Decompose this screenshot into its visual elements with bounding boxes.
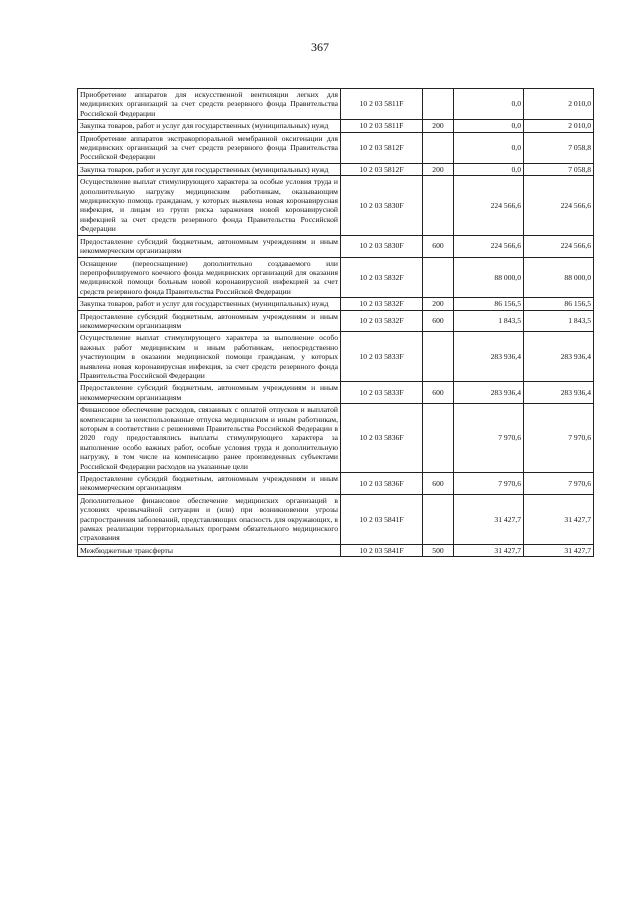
amount-year-1-cell: 0,0 xyxy=(454,89,524,120)
expense-type-cell xyxy=(423,332,454,382)
amount-year-1-cell: 86 156,5 xyxy=(454,298,524,310)
target-article-code-cell: 10 2 03 5812F xyxy=(341,132,423,163)
target-article-code-cell: 10 2 03 5833F xyxy=(341,382,423,404)
target-article-code-cell: 10 2 03 5811F xyxy=(341,120,423,132)
amount-year-2-cell: 31 427,7 xyxy=(524,494,594,544)
expense-name-cell: Закупка товаров, работ и услуг для государственных (муниципальных) нужд xyxy=(78,120,341,132)
amount-year-2-cell: 31 427,7 xyxy=(524,544,594,556)
amount-year-2-cell: 1 843,5 xyxy=(524,310,594,332)
expense-type-cell xyxy=(423,404,454,473)
budget-table-body xyxy=(78,89,594,557)
amount-year-2-cell: 283 936,4 xyxy=(524,332,594,382)
table-row xyxy=(78,176,594,235)
table-row xyxy=(78,163,594,175)
expense-name-cell: Осуществление выплат стимулирующего характера за особые условия труда и дополнительную нагрузку медицинским работникам, оказывающим медицинскую помощь гражданам, у которых выявлена новая коронавирусная инфекция, и лицам из групп риска заражения новой коронавирусной инфекцией за счет средств резервного фонда Правительства Российской Федерации xyxy=(78,176,341,235)
amount-year-1-cell: 88 000,0 xyxy=(454,257,524,298)
expense-name-cell: Предоставление субсидий бюджетным, автономным учреждениям и иным некоммерческим организациям xyxy=(78,473,341,495)
amount-year-2-cell: 2 010,0 xyxy=(524,89,594,120)
expense-type-cell: 500 xyxy=(423,544,454,556)
target-article-code-cell: 10 2 03 5812F xyxy=(341,163,423,175)
table-row xyxy=(78,298,594,310)
table-row xyxy=(78,310,594,332)
target-article-code-cell: 10 2 03 5832F xyxy=(341,298,423,310)
amount-year-2-cell: 86 156,5 xyxy=(524,298,594,310)
target-article-code-cell: 10 2 03 5830F xyxy=(341,176,423,235)
budget-table xyxy=(77,88,594,557)
target-article-code-cell: 10 2 03 5836F xyxy=(341,473,423,495)
amount-year-1-cell: 0,0 xyxy=(454,132,524,163)
amount-year-1-cell: 224 566,6 xyxy=(454,235,524,257)
amount-year-1-cell: 7 970,6 xyxy=(454,473,524,495)
expense-type-cell: 600 xyxy=(423,310,454,332)
expense-name-cell: Предоставление субсидий бюджетным, автономным учреждениям и иным некоммерческим организациям xyxy=(78,235,341,257)
amount-year-2-cell: 7 970,6 xyxy=(524,404,594,473)
expense-type-cell xyxy=(423,132,454,163)
expense-type-cell: 200 xyxy=(423,120,454,132)
page-number: 367 xyxy=(311,40,329,54)
amount-year-1-cell: 0,0 xyxy=(454,120,524,132)
amount-year-1-cell: 283 936,4 xyxy=(454,332,524,382)
amount-year-2-cell: 224 566,6 xyxy=(524,176,594,235)
table-row xyxy=(78,332,594,382)
expense-name-cell: Осуществление выплат стимулирующего характера за выполнение особо важных работ медицинским и иным работникам, непосредственно участвующим в оказании медицинской помощи гражданам, у которых выявлена новая коронавирусная инфекция, за счет средств резервного фонда Правительства Российской Федерации xyxy=(78,332,341,382)
expense-name-cell: Финансовое обеспечение расходов, связанных с оплатой отпусков и выплатой компенсации за неиспользованные отпуска медицинским и иным работникам, которым в соответствии с решениями Правительства Российской Федерации в 2020 году предоставлялись выплаты стимулирующего характера за выполнение особо важных работ, особые условия труда и дополнительную нагрузку, в том числе на компенсацию ранее произведенных субъектами Российской Федерации расходов на указанные цели xyxy=(78,404,341,473)
amount-year-1-cell: 31 427,7 xyxy=(454,494,524,544)
table-row xyxy=(78,235,594,257)
expense-type-cell: 200 xyxy=(423,163,454,175)
table-row xyxy=(78,382,594,404)
amount-year-2-cell: 7 058,8 xyxy=(524,163,594,175)
amount-year-2-cell: 2 010,0 xyxy=(524,120,594,132)
table-row xyxy=(78,120,594,132)
amount-year-1-cell: 7 970,6 xyxy=(454,404,524,473)
expense-name-cell: Закупка товаров, работ и услуг для государственных (муниципальных) нужд xyxy=(78,298,341,310)
expense-type-cell: 600 xyxy=(423,473,454,495)
amount-year-1-cell: 31 427,7 xyxy=(454,544,524,556)
expense-name-cell: Межбюджетные трансферты xyxy=(78,544,341,556)
amount-year-1-cell: 283 936,4 xyxy=(454,382,524,404)
expense-name-cell: Предоставление субсидий бюджетным, автономным учреждениям и иным некоммерческим организациям xyxy=(78,382,341,404)
amount-year-1-cell: 0,0 xyxy=(454,163,524,175)
expense-type-cell: 600 xyxy=(423,382,454,404)
table-row xyxy=(78,494,594,544)
target-article-code-cell: 10 2 03 5832F xyxy=(341,310,423,332)
expense-name-cell: Приобретение аппаратов экстракорпоральной мембранной оксигенации для медицинских организаций за счет средств резервного фонда Правительства Российской Федерации xyxy=(78,132,341,163)
expense-name-cell: Предоставление субсидий бюджетным, автономным учреждениям и иным некоммерческим организациям xyxy=(78,310,341,332)
table-row xyxy=(78,544,594,556)
expense-name-cell: Дополнительное финансовое обеспечение медицинских организаций в условиях чрезвычайной ситуации и (или) при возникновении угрозы распространения заболеваний, представляющих опасность для окружающих, в рамках реализации территориальных программ обязательного медицинского страхования xyxy=(78,494,341,544)
target-article-code-cell: 10 2 03 5836F xyxy=(341,404,423,473)
expense-type-cell xyxy=(423,176,454,235)
target-article-code-cell: 10 2 03 5841F xyxy=(341,494,423,544)
target-article-code-cell: 10 2 03 5833F xyxy=(341,332,423,382)
table-row xyxy=(78,473,594,495)
expense-name-cell: Оснащение (переоснащение) дополнительно создаваемого или перепрофилируемого коечного фонда медицинских организаций для оказания медицинской помощи больным новой коронавирусной инфекцией за счет средств резервного фонда Правительства Российской Федерации xyxy=(78,257,341,298)
expense-type-cell: 200 xyxy=(423,298,454,310)
target-article-code-cell: 10 2 03 5811F xyxy=(341,89,423,120)
amount-year-2-cell: 283 936,4 xyxy=(524,382,594,404)
amount-year-1-cell: 224 566,6 xyxy=(454,176,524,235)
expense-name-cell: Закупка товаров, работ и услуг для государственных (муниципальных) нужд xyxy=(78,163,341,175)
table-row xyxy=(78,257,594,298)
amount-year-2-cell: 7 970,6 xyxy=(524,473,594,495)
amount-year-2-cell: 88 000,0 xyxy=(524,257,594,298)
expense-type-cell: 600 xyxy=(423,235,454,257)
amount-year-2-cell: 7 058,8 xyxy=(524,132,594,163)
amount-year-1-cell: 1 843,5 xyxy=(454,310,524,332)
table-row xyxy=(78,404,594,473)
target-article-code-cell: 10 2 03 5841F xyxy=(341,544,423,556)
target-article-code-cell: 10 2 03 5832F xyxy=(341,257,423,298)
expense-name-cell: Приобретение аппаратов для искусственной вентиляции легких для медицинских организаций за счет средств резервного фонда Правительства Российской Федерации xyxy=(78,89,341,120)
expense-type-cell xyxy=(423,257,454,298)
target-article-code-cell: 10 2 03 5830F xyxy=(341,235,423,257)
expense-type-cell xyxy=(423,494,454,544)
amount-year-2-cell: 224 566,6 xyxy=(524,235,594,257)
table-row xyxy=(78,89,594,120)
table-row xyxy=(78,132,594,163)
expense-type-cell xyxy=(423,89,454,120)
